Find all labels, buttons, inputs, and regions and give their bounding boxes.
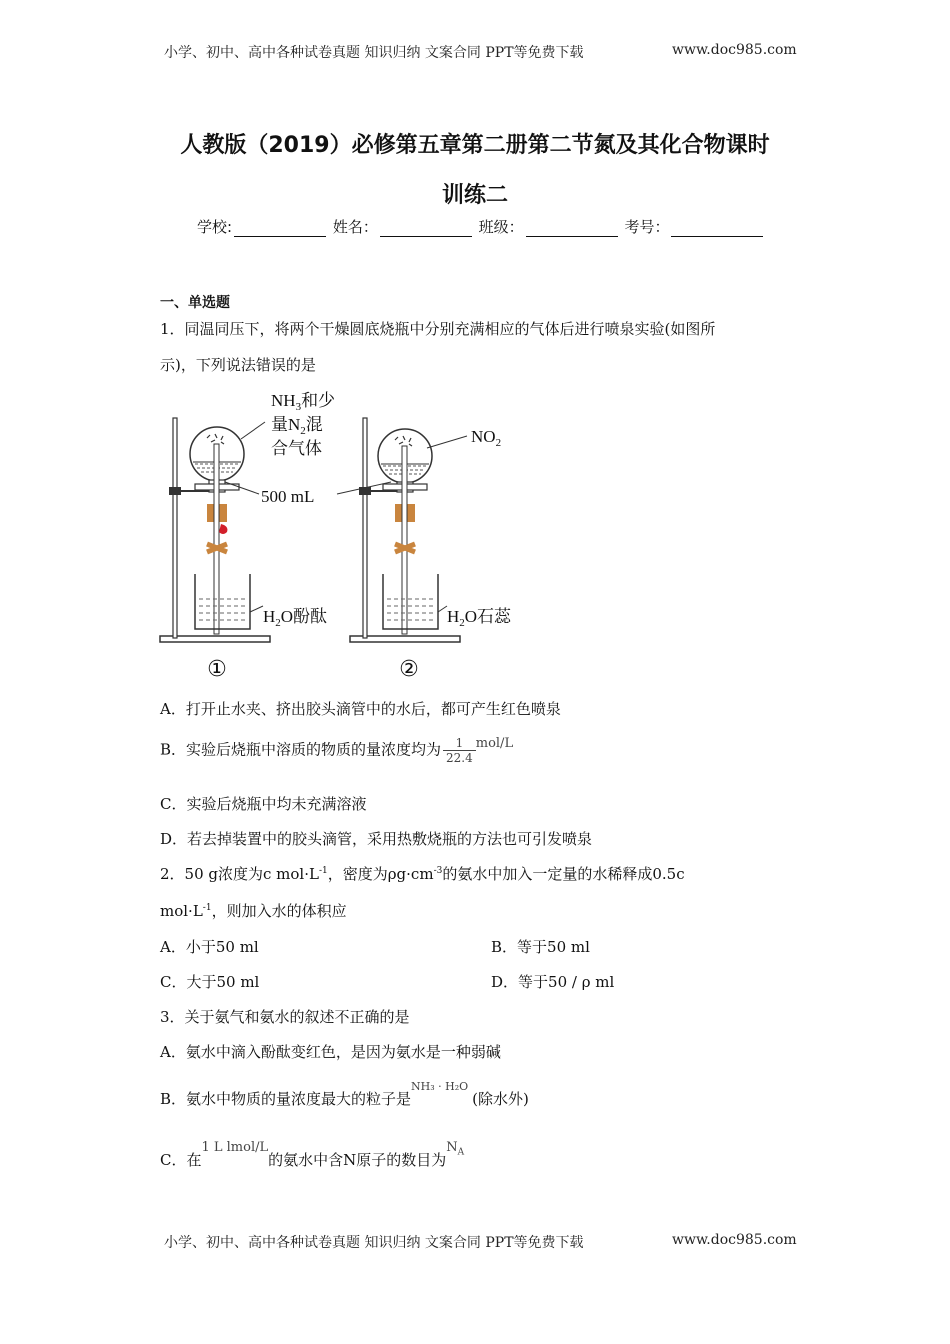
class-blank[interactable] — [526, 222, 618, 237]
header-left-text: 小学、初中、高中各种试卷真题 知识归纳 文案合同 PPT等免费下载 — [164, 45, 584, 61]
figure-label-1: ① — [207, 657, 227, 682]
name-label: 姓名： — [332, 218, 378, 236]
liquid2-label: $H_2O$石蕊 — [447, 607, 512, 629]
liquid1-label: $H_2O$酚酞 — [263, 607, 328, 629]
q3-option-c-formula: 1 L lmol/L — [201, 1140, 269, 1155]
q3-option-a: A．氨水中滴入酚酞变红色，是因为氨水是一种弱碱 — [160, 1043, 501, 1061]
school-blank[interactable] — [234, 222, 326, 237]
q1-option-b-text: B．实验后烧瓶中溶质的物质的量浓度均为 — [160, 740, 442, 759]
name-blank[interactable] — [380, 222, 472, 237]
student-info-fields — [197, 216, 765, 237]
footer-url[interactable]: www.doc985.com — [672, 1232, 797, 1248]
beaker-1 — [195, 574, 250, 629]
class-label: 班级： — [478, 218, 524, 236]
q1-option-b-fraction: $\frac{1}{22.4}$ — [443, 736, 476, 765]
stand-rod-1 — [173, 418, 177, 638]
clamp-1 — [169, 487, 181, 495]
q3-option-c-formula2: $N_A$ — [446, 1140, 465, 1158]
q3-stem: 3．关于氨气和氨水的叙述不正确的是 — [160, 1008, 410, 1026]
figure-label-2: ② — [399, 657, 419, 682]
q2-option-b: B．等于50 ml — [491, 938, 590, 956]
q2-option-c: C．大于50 ml — [160, 973, 260, 991]
q1-option-b-unit: mol/L — [475, 735, 514, 751]
page-title-line2: 训练二 — [441, 183, 508, 208]
q1-option-a: A．打开止水夹、挤出胶头滴管中的水后，都可产生红色喷泉 — [160, 700, 561, 718]
dropper-bulb — [219, 524, 227, 534]
q2-stem-line1: 2．50 g浓度为c $mol\cdot L^{-1}$，密度为$\rho g\cdot cm^{-3}$的氨水中加入一定量的水稀释成0.5c — [160, 865, 685, 883]
q1-option-b — [160, 736, 513, 765]
number-label: 考号： — [624, 218, 670, 236]
q3-option-b: B．氨水中物质的量浓度最大的粒子是$^{NH_3 \cdot H_2O}$(除水外) — [160, 1080, 529, 1108]
q1-option-c: C．实验后烧瓶中均未充满溶液 — [160, 795, 367, 813]
volume-label: 500 mL — [261, 487, 315, 506]
q1-stem-line1: 1．同温同压下，将两个干燥圆底烧瓶中分别充满相应的气体后进行喷泉实验(如图所 — [160, 320, 716, 338]
header-url[interactable]: www.doc985.com — [672, 42, 797, 58]
q3-option-c: C．在1 L lmol/L的氨水中含N原子的数目为$N_A$ — [160, 1140, 465, 1169]
q1-option-d: D．若去掉装置中的胶头滴管，采用热敷烧瓶的方法也可引发喷泉 — [160, 830, 593, 848]
q3-option-b-formula: NH₃ · H₂O — [411, 1080, 469, 1093]
page-title-line1: 人教版（2019）必修第五章第二册第二节氮及其化合物课时 — [180, 133, 770, 158]
beaker-2 — [383, 574, 438, 629]
fountain-experiment-figure — [155, 384, 525, 684]
q2-option-a: A．小于50 ml — [160, 938, 259, 956]
gas1-label-line1: $NH_3$和少 — [271, 391, 336, 413]
gas2-label: $NO_2$ — [471, 427, 502, 449]
gas1-label-line2: 量$N_2$混 — [271, 415, 323, 437]
number-blank[interactable] — [671, 222, 763, 237]
stand-rod-2 — [363, 418, 367, 638]
school-label: 学校: — [197, 218, 233, 236]
gas1-label-line3: 合气体 — [271, 439, 322, 458]
q2-stem-line2: $mol\cdot L^{-1}$，则加入水的体积应 — [160, 902, 347, 920]
section-heading: 一、单选题 — [160, 295, 230, 311]
footer-left-text: 小学、初中、高中各种试卷真题 知识归纳 文案合同 PPT等免费下载 — [164, 1235, 584, 1251]
q2-option-d: D．等于50 / ρ ml — [491, 973, 615, 991]
q1-stem-line2: 示)，下列说法错误的是 — [160, 356, 316, 374]
